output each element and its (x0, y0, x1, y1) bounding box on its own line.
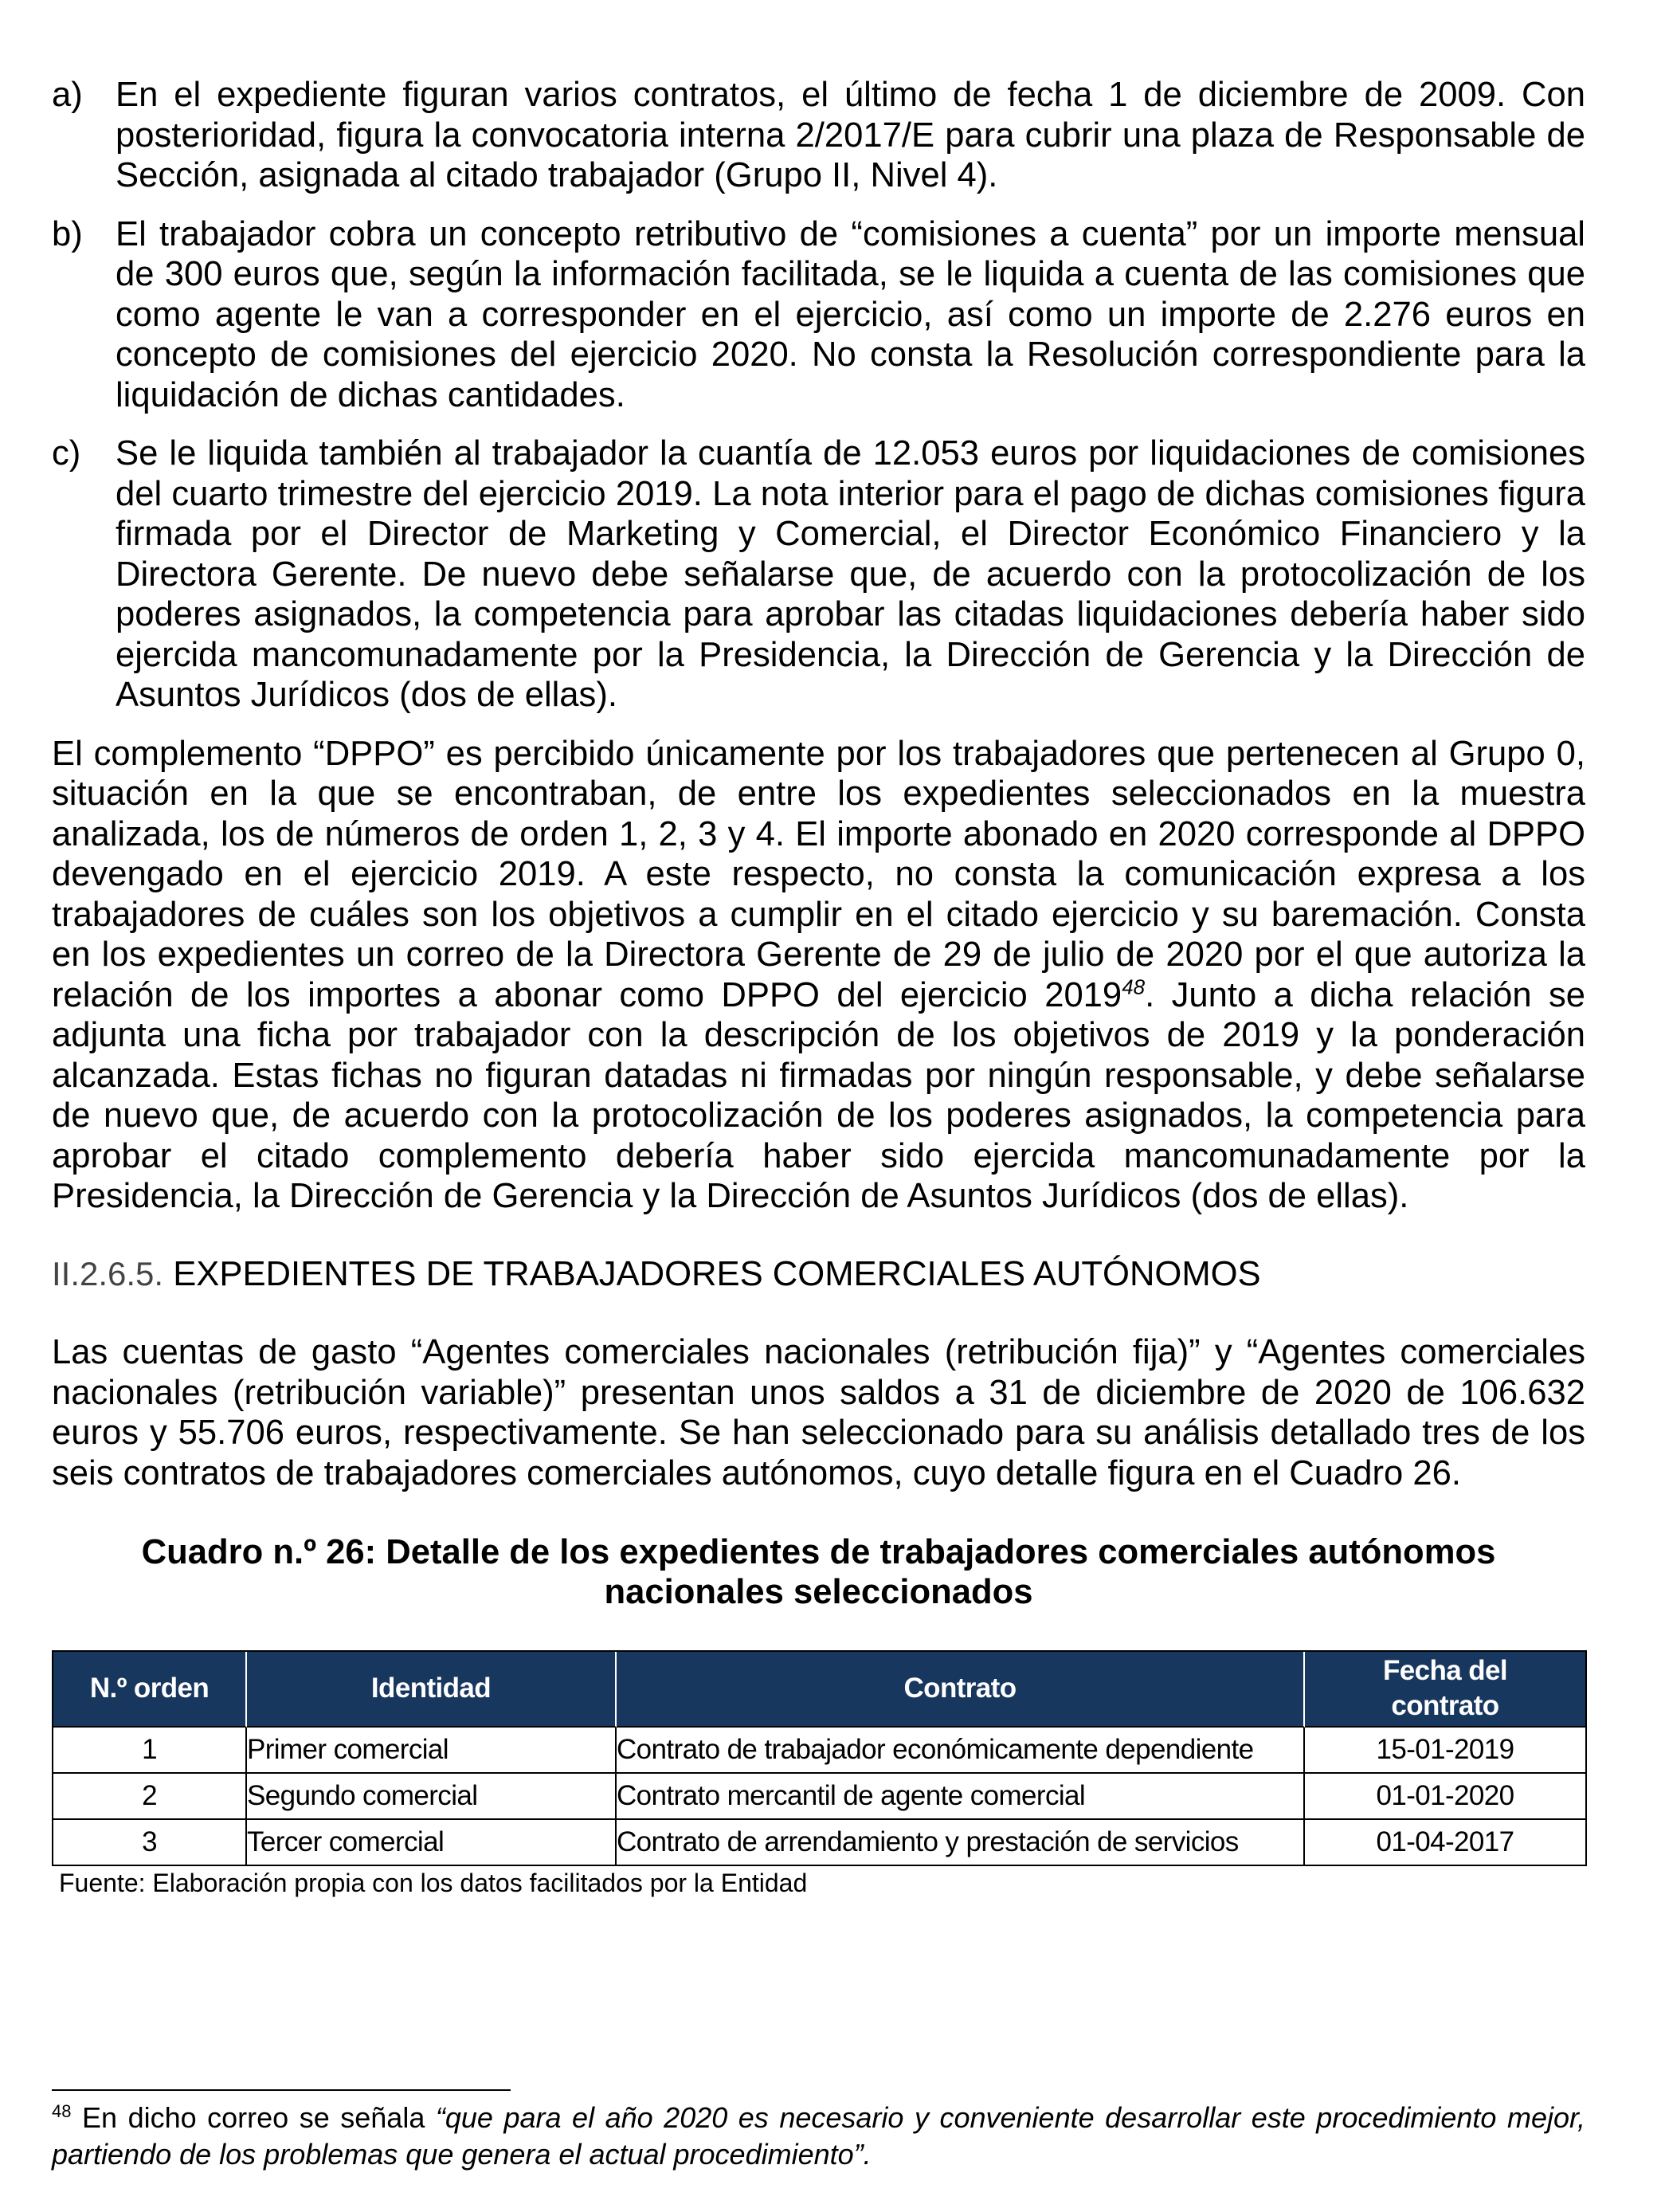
cell-contract-date: 01-04-2017 (1305, 1820, 1587, 1866)
contracts-table (52, 1650, 1587, 1866)
list-marker: b) (52, 214, 83, 253)
cell-identity: Segundo comercial (247, 1774, 617, 1820)
paragraph-text: . Junto a dicha relación se adjunta una ficha por trabajador con la descripción de los objetivos de 2019 y la ponderación alcanzada. Estas fichas no figuran datadas ni firmadas por ningún responsable, y debe señalarse de nuevo que, de acuerdo con la protocolización de los poderes asignados, la competencia para aprobar el citado complemento debería haber sido ejercida mancomunadamente por la Presidencia, la Dirección de Gerencia y la Dirección de Asuntos Jurídicos (dos de ellas). (52, 975, 1586, 1215)
page-content (52, 75, 1585, 1897)
table-row (53, 1774, 1587, 1820)
cell-order-number: 1 (53, 1728, 247, 1774)
header-identity: Identidad (247, 1652, 617, 1728)
footnote-number: 48 (52, 2101, 72, 2121)
list-text: Se le liquida también al trabajador la cuantía de 12.053 euros por liquidaciones de comisiones del cuarto trimestre del ejercicio 2019. La nota interior para el pago de dichas comisiones figura firmada por el Director de Marketing y Comercial, el Director Económico Financiero y la Directora Gerente. De nuevo debe señalarse que, de acuerdo con la protocolización de los poderes asignados, la competencia para aprobar las citadas liquidaciones debería haber sido ejercida mancomunadamente por la Presidencia, la Dirección de Gerencia y la Dirección de Asuntos Jurídicos (dos de ellas). (116, 434, 1585, 714)
footnote (52, 2100, 1585, 2172)
list-item-c (52, 433, 1585, 716)
cell-contract: Contrato de trabajador económicamente dependiente (617, 1728, 1305, 1774)
paragraph-text: El complemento “DPPO” es percibido únicamente por los trabajadores que pertenecen al Grupo 0, situación en la que se encontraban, de entre los expedientes seleccionados en la muestra analizada, los de números de orden 1, 2, 3 y 4. El importe abonado en 2020 corresponde al DPPO devengado en el ejercicio 2019. A este respecto, no consta la comunicación expresa a los trabajadores de cuáles son los objetivos a cumplir en el citado ejercicio y su baremación. Consta en los expedientes un correo de la Directora Gerente de 29 de julio de 2020 por el que autoriza la relación de los importes a abonar como DPPO del ejercicio 2019 (52, 734, 1585, 1014)
table-header-row (53, 1652, 1587, 1728)
footnote-quote: “que para el año 2020 es necesario y conveniente desarrollar este procedimiento mejor, partiendo de los problemas que genera el actual procedimiento”. (52, 2101, 1585, 2171)
cell-order-number: 2 (53, 1774, 247, 1820)
cell-identity: Primer comercial (247, 1728, 617, 1774)
paragraph-accounts: Las cuentas de gasto “Agentes comerciales nacionales (retribución fija)” y “Agentes comerciales nacionales (retribución variable)” presentan unos saldos a 31 de diciembre de 2020 de 106.632 euros y 55.706 euros, respectivamente. Se han seleccionado para su análisis detallado tres de los seis contratos de trabajadores comerciales autónomos, cuyo detalle figura en el Cuadro 26. (52, 1333, 1585, 1492)
header-order-number: N.º orden (53, 1652, 247, 1728)
footnote-reference: 48 (1122, 974, 1146, 998)
paragraph-dppo (52, 734, 1585, 1217)
cell-contract-date: 01-01-2020 (1305, 1774, 1587, 1820)
section-heading (52, 1254, 1585, 1295)
header-contract: Contrato (617, 1652, 1305, 1728)
footnote-text: En dicho correo se señala (82, 2101, 425, 2134)
cell-contract: Contrato de arrendamiento y prestación de servicios (617, 1820, 1305, 1866)
table-row (53, 1728, 1587, 1774)
table-source: Fuente: Elaboración propia con los datos facilitados por la Entidad (59, 1868, 808, 1897)
cell-identity: Tercer comercial (247, 1820, 617, 1866)
section-title: EXPEDIENTES DE TRABAJADORES COMERCIALES AUTÓNOMOS (173, 1255, 1261, 1293)
footnote-separator (52, 2089, 511, 2091)
cell-contract: Contrato mercantil de agente comercial (617, 1774, 1305, 1820)
table-caption: Cuadro n.º 26: Detalle de los expedientes de trabajadores comerciales autónomos nacionales seleccionados (141, 1532, 1496, 1612)
list-item-b (52, 214, 1585, 416)
list-item-a (52, 75, 1585, 196)
list-text: En el expediente figuran varios contratos, el último de fecha 1 de diciembre de 2009. Con posterioridad, figura la convocatoria interna 2/2017/E para cubrir una plaza de Responsable de Sección, asignada al citado trabajador (Grupo II, Nivel 4). (116, 76, 1585, 194)
list-text: El trabajador cobra un concepto retributivo de “comisiones a cuenta” por un importe mensual de 300 euros que, según la información facilitada, se le liquida a cuenta de las comisiones que como agente le van a corresponder en el ejercicio, así como un importe de 2.276 euros en concepto de comisiones del ejercicio 2020. No consta la Resolución correspondiente para la liquidación de dichas cantidades. (116, 214, 1585, 414)
cell-order-number: 3 (53, 1820, 247, 1866)
section-number: II.2.6.5. (52, 1255, 164, 1292)
list-marker: a) (52, 76, 83, 114)
table-row (53, 1820, 1587, 1866)
list-marker: c) (52, 434, 81, 473)
header-contract-date: Fecha del contrato (1305, 1652, 1587, 1728)
cell-contract-date: 15-01-2019 (1305, 1728, 1587, 1774)
